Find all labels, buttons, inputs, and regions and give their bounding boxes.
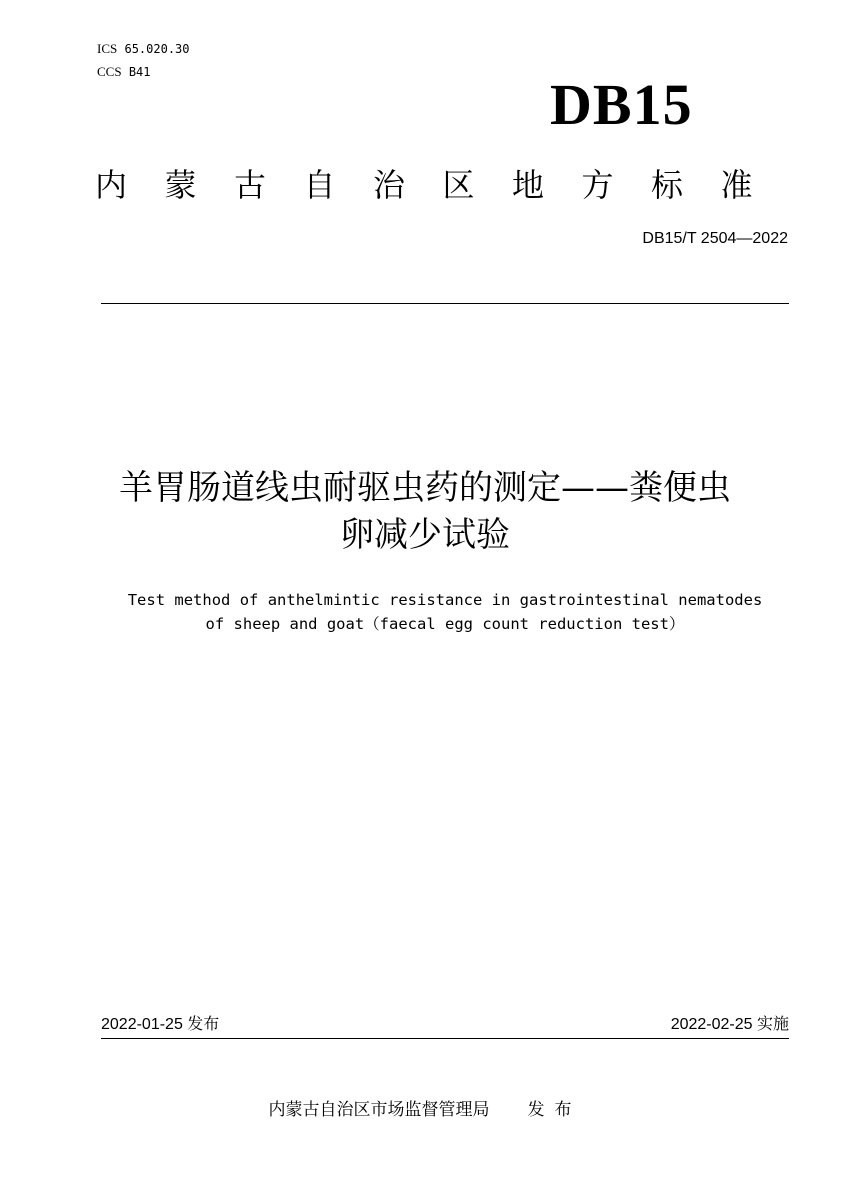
title-english-line-1: Test method of anthelmintic resistance in gastrointestinal nematodes [127, 591, 763, 609]
issuer-line [0, 1098, 850, 1122]
ics-classification [97, 42, 190, 56]
standard-number: DB15/T 2504—2022 [642, 230, 788, 247]
ics-label: ICS [97, 41, 118, 56]
date-divider [101, 1038, 789, 1039]
title-chinese-line-1: 羊胃肠道线虫耐驱虫药的测定——粪便虫 [119, 468, 731, 508]
ccs-classification [97, 65, 151, 79]
ccs-code: B41 [128, 65, 151, 79]
header-divider [101, 303, 789, 304]
standard-category-heading: 内蒙古自治区地方标准 [95, 166, 791, 204]
ccs-label: CCS [97, 64, 122, 79]
implementation-date: 2022-02-25 实施 [670, 1016, 789, 1033]
issue-date: 2022-01-25 发布 [101, 1016, 220, 1033]
issuer-name: 内蒙古自治区市场监督管理局 [268, 1100, 490, 1120]
ics-code: 65.020.30 [124, 42, 190, 56]
standard-code-logo: DB15 [550, 72, 693, 137]
title-chinese-line-2: 卵减少试验 [340, 515, 510, 555]
title-english-line-2: of sheep and goat（faecal egg count reduction test） [205, 615, 685, 633]
issuer-action: 发布 [527, 1100, 582, 1120]
